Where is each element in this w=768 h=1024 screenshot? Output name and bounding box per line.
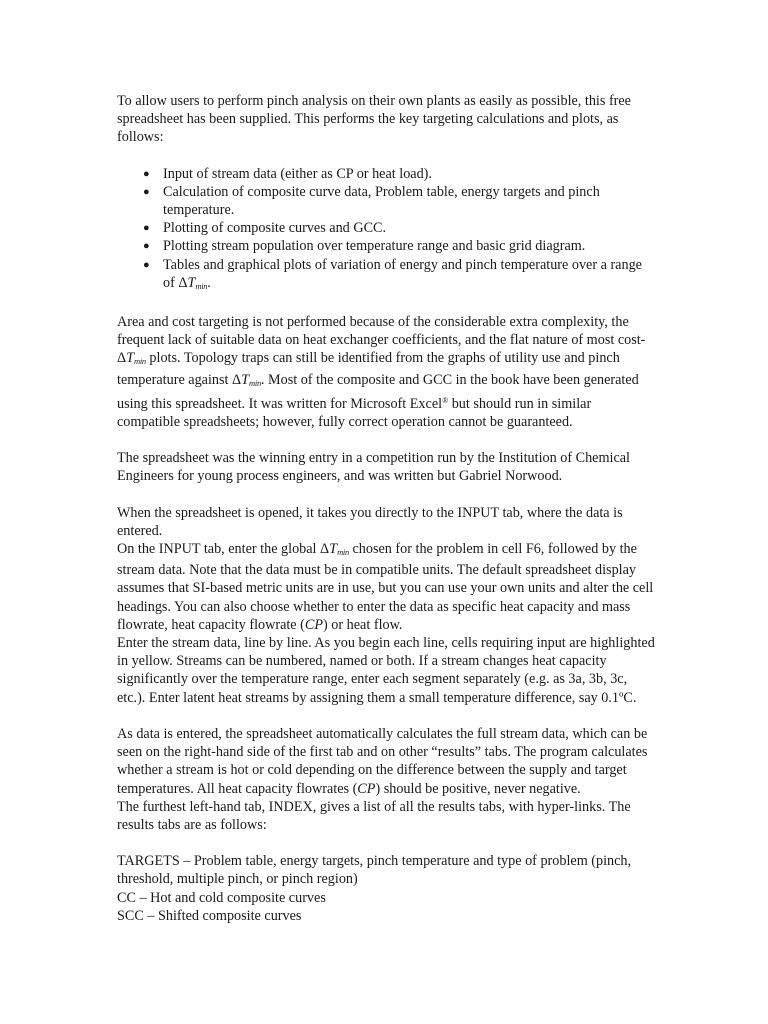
list-item: ● Input of stream data (either as CP or heat load).: [143, 165, 432, 182]
document-body: [117, 92, 657, 925]
list-item: ● Calculation of composite curve data, Problem table, energy targets and pinch temperature.: [143, 183, 600, 219]
intro-paragraph: To allow users to perform pinch analysis on their own plants as easily as possible, this free spreadsheet has been supplied. This performs the key targeting calculations and plots, as follows:: [117, 93, 631, 146]
list-item: ● Plotting of composite curves and GCC.: [143, 220, 387, 237]
bullet-icon: ●: [143, 222, 150, 235]
stream-data-paragraph: Enter the stream data, line by line. As you begin each line, cells requiring input are highlighted in yellow. Streams can be numbered, named or both. If a stream changes heat capacity significantly over the temperature range, enter each segment separately (e.g. as 3a, 3b, 3c, etc.). Enter latent heat streams by assigning them a small temperature difference, say 0.1ºC.: [117, 635, 655, 706]
feature-list: [117, 165, 657, 295]
bullet-icon: ●: [143, 240, 150, 253]
index-tab-paragraph: The furthest left-hand tab, INDEX, gives a list of all the results tabs, with hyper-links. The results tabs are as follows:: [117, 798, 631, 833]
opening-paragraph: When the spreadsheet is opened, it takes you directly to the INPUT tab, where the data is entered.: [117, 504, 623, 539]
area-cost-paragraph: Area and cost targeting is not performed because of the considerable extra complexity, the frequent lack of suitable data on heat exchanger coefficients, and the flat nature of most cost- $\Delta T_{min}$ plots. Topology traps can still be identified from the graphs of utility use and pinch temperature against $\Delta T_{min}$. Most of the composite and GCC in the book have been generated using this spreadsheet. It was written for Microsoft Excel® but should run in similar compatible spreadsheets; however, fully correct operation cannot be guaranteed.: [117, 314, 646, 431]
results-cc-line: CC – Hot and cold composite curves: [117, 889, 326, 906]
bullet-icon: ●: [143, 185, 150, 198]
results-targets-line: TARGETS – Problem table, energy targets, pinch temperature and type of problem (pinch, threshold, multiple pinch, or pinch region): [117, 853, 632, 888]
calculation-paragraph: As data is entered, the spreadsheet automatically calculates the full stream data, which can be seen on the right-hand side of the first tab and on other “results” tabs. The program calculates whether a stream is hot or cold depending on the difference between the supply and target temperatures. All heat capacity flowrates (CP) should be positive, never negative.: [117, 725, 648, 797]
input-tab-paragraph: On the INPUT tab, enter the global $\Delta T_{min}$ chosen for the problem in cell F6, followed by the stream data. Note that the data must be in compatible units. The default spreadsheet display assumes that SI-based metric units are in use, but you can use your own units and alter the cell headings. You can also choose whether to enter the data as specific heat capacity and mass flowrate, heat capacity flowrate (CP) or heat flow.: [117, 541, 654, 633]
competition-paragraph: The spreadsheet was the winning entry in a competition run by the Institution of Chemical Engineers for young process engineers, and was written but Gabriel Norwood.: [117, 450, 630, 485]
results-scc-line: SCC – Shifted composite curves: [117, 907, 302, 924]
list-item: ● Tables and graphical plots of variation of energy and pinch temperature over a range of $\Delta T_{min}$.: [143, 256, 642, 291]
list-item: ● Plotting stream population over temperature range and basic grid diagram.: [143, 238, 586, 255]
bullet-icon: ●: [143, 258, 150, 271]
bullet-icon: ●: [143, 167, 150, 180]
